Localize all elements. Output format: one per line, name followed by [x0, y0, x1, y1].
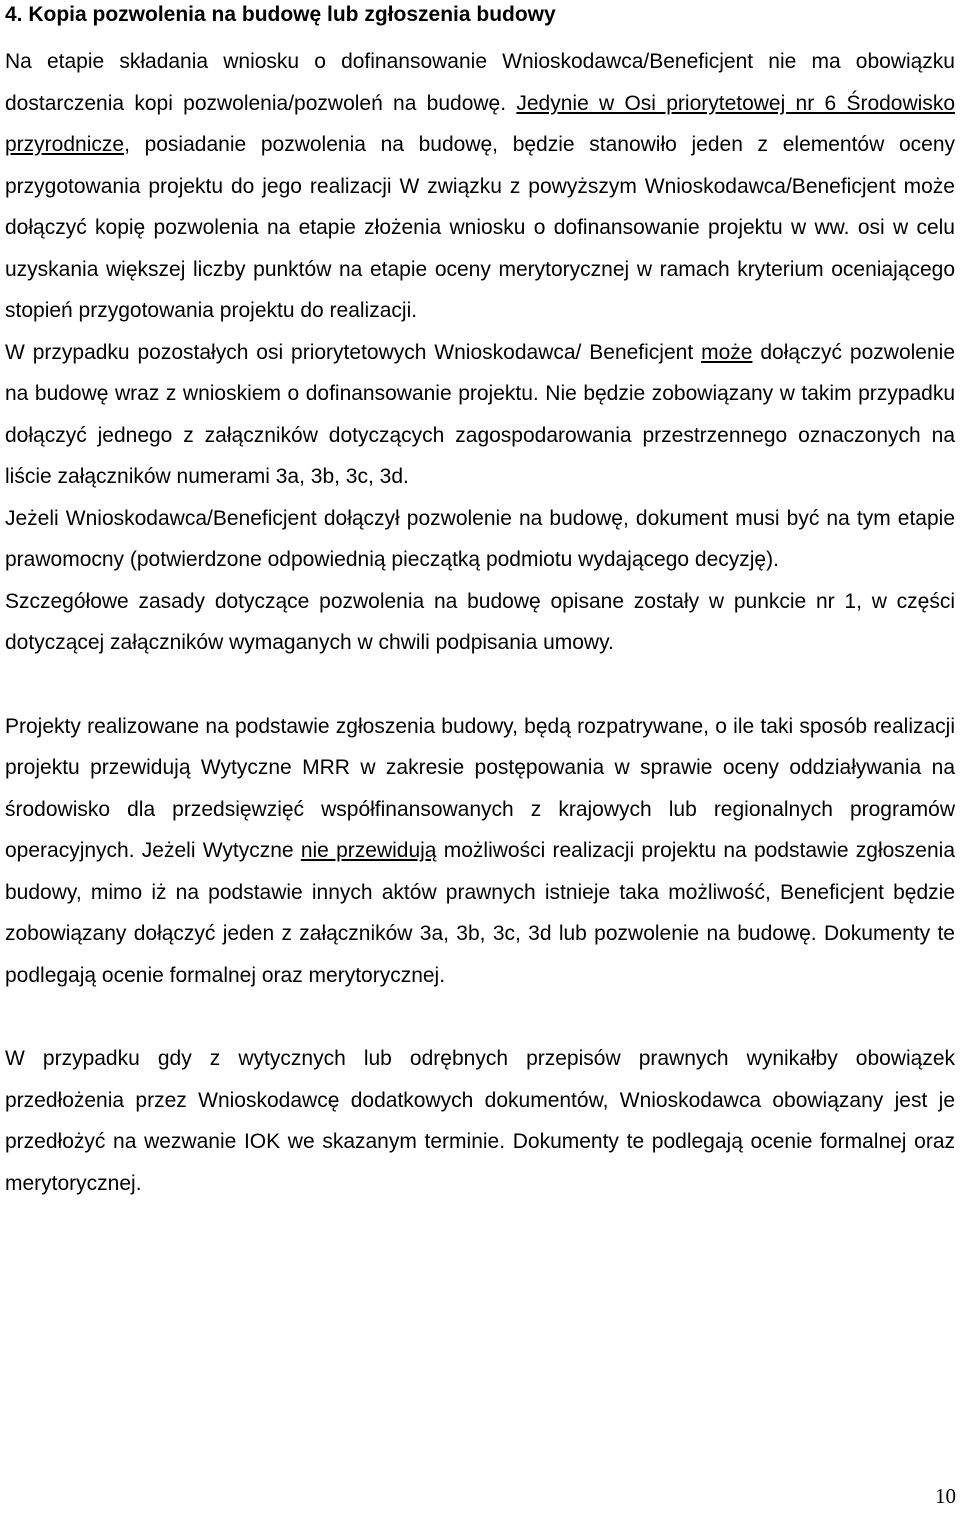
- paragraph-gap: [5, 996, 955, 1038]
- p2-text-1: W przypadku pozostałych osi priorytetowych Wnioskodawca/ Beneficjent: [5, 340, 702, 364]
- p2-underlined-1: może: [701, 340, 753, 364]
- p1-text-3: , posiadanie pozwolenia na budowę, będzie stanowiło jeden z elementów oceny przygotowania projektu do jego realizacji W związku z powyższym Wnioskodawca/Beneficjent może dołączyć kopię pozwolenia na etapie złożenia wniosku o dofinansowanie projektu w ww. osi w celu uzyskania większej liczby punktów na etapie oceny merytorycznej w ramach kryterium oceniającego stopień przygotowania projektu do realizacji.: [5, 133, 955, 322]
- p2-text-2: dołączyć pozwolenie na budowę wraz z wnioskiem o dofinansowanie projektu. Nie będzie zobowiązany w takim przypadku dołączyć jednego z załączników dotyczących zagospodarowania przestrzennego oznaczonych na liście załączników numerami 3a, 3b, 3c, 3d.: [5, 340, 956, 488]
- paragraph-detailed-rules: Szczegółowe zasady dotyczące pozwolenia na budowę opisane zostały w punkcie nr 1, w części dotyczącej załączników wymaganych w chwili podpisania umowy.: [5, 589, 955, 654]
- paragraph-gap: [5, 664, 955, 706]
- document-page: [5, 0, 955, 1204]
- paragraph-valid-permit: Jeżeli Wnioskodawca/Beneficjent dołączył pozwolenie na budowę, dokument musi być na tym etapie prawomocny (potwierdzone odpowiednią pieczątką podmiotu wydającego decyzję).: [5, 506, 955, 571]
- paragraph-additional-documents: W przypadku gdy z wytycznych lub odrębnych przepisów prawnych wynikałby obowiązek przedłożenia przez Wnioskodawcę dodatkowych dokumentów, Wnioskodawca obowiązany jest je przedłożyć na wezwanie IOK we skazanym terminie. Dokumenty te podlegają ocenie formalnej oraz merytorycznej.: [5, 1047, 955, 1195]
- p5-text-2: możliwości realizacji projektu na podstawie zgłoszenia budowy, mimo iż na podstawie innych aktów prawnych istnieje taka możliwość, Beneficjent będzie zobowiązany dołączyć jeden z załączników 3a, 3b, 3c, 3d lub pozwolenie na budowę. Dokumenty te podlegają ocenie formalnej oraz merytorycznej.: [5, 839, 956, 987]
- paragraph-other-axes: [5, 332, 955, 498]
- p1-text-1: Na etapie składania wniosku o dofinansowanie Wnioskodawca/Beneficjent nie ma obowiązku dostarczenia kopi pozwolenia/pozwoleń na budowę.: [5, 50, 955, 115]
- section-heading: 4. Kopia pozwolenia na budowę lub zgłoszenia budowy: [5, 3, 556, 26]
- p5-underlined-1: nie przewidują: [300, 839, 437, 862]
- paragraph-construction-notice: [5, 706, 955, 997]
- p5-text-1: Projekty realizowane na podstawie zgłoszenia budowy, będą rozpatrywane, o ile taki sposób realizacji projektu przewidują Wytyczne MRR w zakresie postępowania w sprawie oceny oddziaływania na środowisko dla przedsięwzięć współfinansowanych z krajowych lub regionalnych programów operacyjnych. Jeżeli Wytyczne: [5, 714, 955, 862]
- p1-underlined-2: przyrodnicze: [5, 133, 125, 156]
- p1-underlined-1: Jedynie w Osi priorytetowej nr 6 Środowisko: [516, 91, 955, 115]
- paragraph-application-stage: [5, 41, 955, 332]
- page-number: 10: [935, 1484, 956, 1508]
